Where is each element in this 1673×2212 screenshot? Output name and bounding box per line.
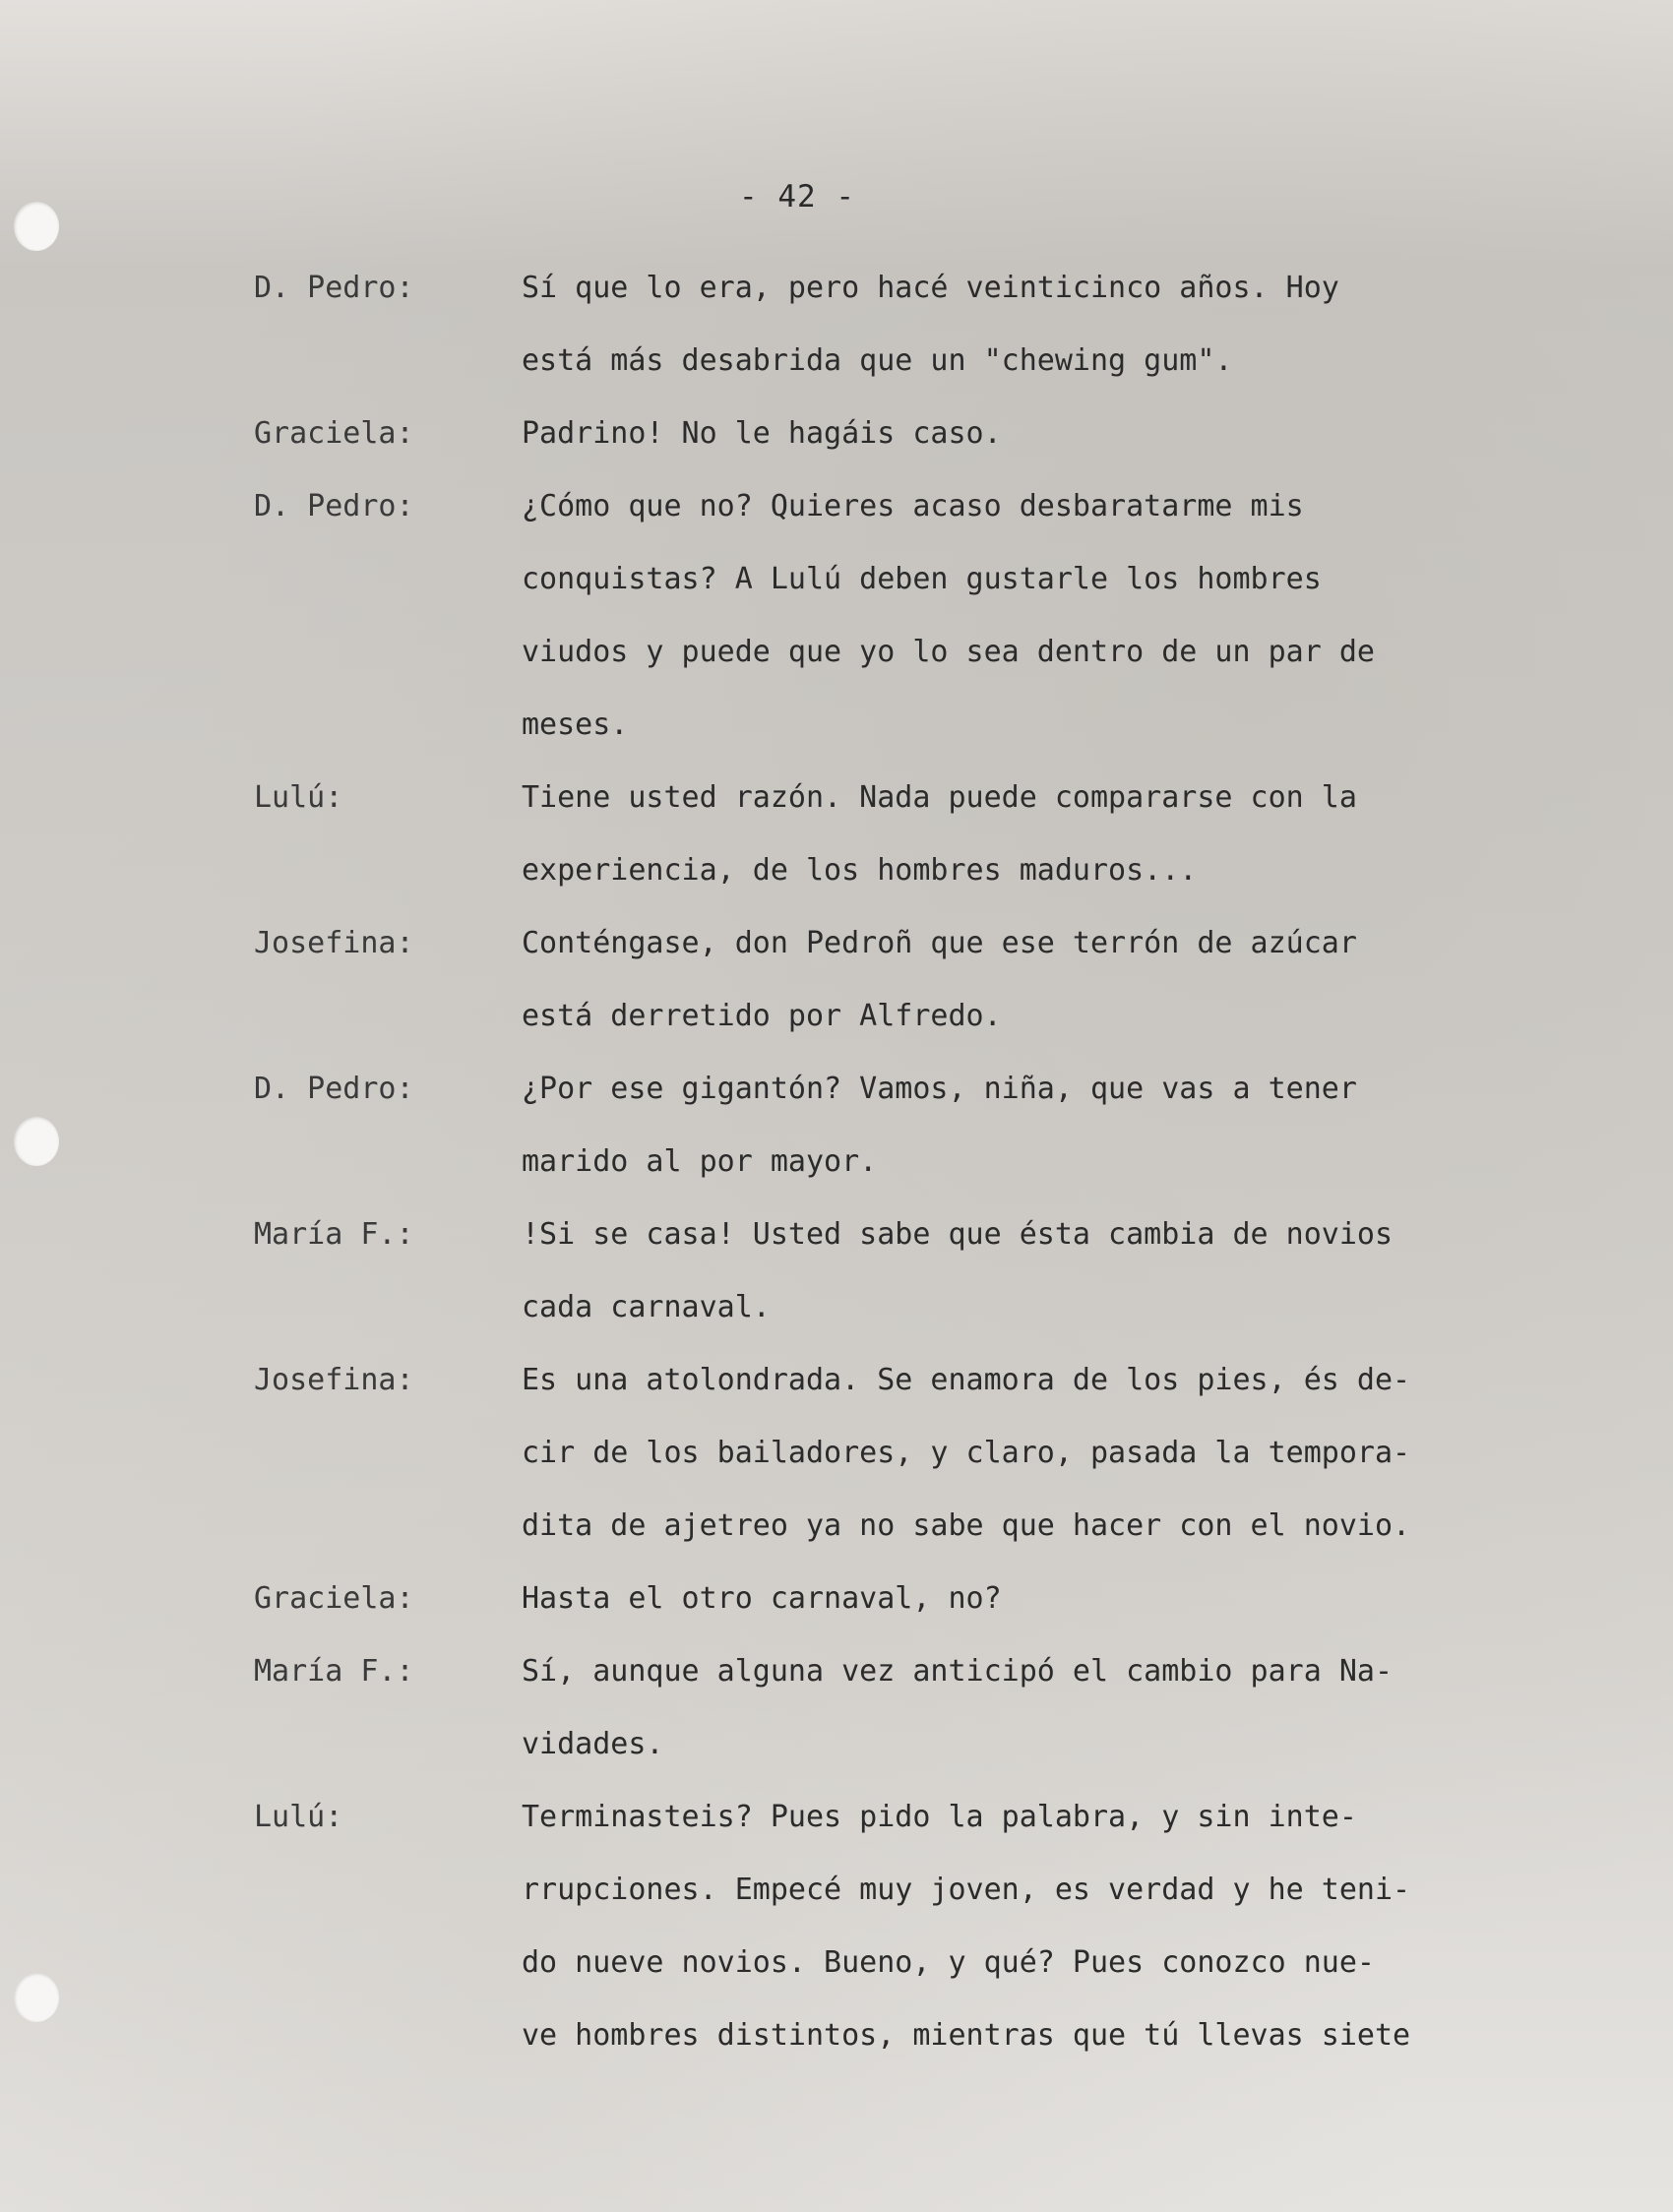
speech-line: vidades. xyxy=(522,1727,664,1761)
dialogue-entry xyxy=(254,1198,1533,1344)
speech-text xyxy=(522,907,1533,1053)
speech-line: viudos y puede que yo lo sea dentro de un par de xyxy=(522,635,1375,669)
speech-line: cir de los bailadores, y claro, pasada la tempora- xyxy=(522,1436,1411,1470)
speech-text xyxy=(522,252,1533,398)
speaker-name: María F.: xyxy=(254,1217,414,1252)
speech-line: meses. xyxy=(522,707,629,742)
speech-line: ve hombres distintos, mientras que tú llevas siete xyxy=(522,2018,1411,2053)
speech-line: experiencia, de los hombres maduros... xyxy=(522,853,1198,888)
speech-line: dita de ajetreo ya no sabe que hacer con el novio. xyxy=(522,1508,1411,1543)
speech-line: do nueve novios. Bueno, y qué? Pues conozco nue- xyxy=(522,1945,1375,1980)
speaker-name: María F.: xyxy=(254,1654,414,1689)
speech-text xyxy=(522,1053,1533,1198)
speaker-name: D. Pedro: xyxy=(254,1072,414,1106)
dialogue-body xyxy=(254,252,1533,2072)
speech-text xyxy=(522,1635,1533,1781)
speech-line: Sí, aunque alguna vez anticipó el cambio para Na- xyxy=(522,1654,1394,1689)
speech-line: Terminasteis? Pues pido la palabra, y sin inte- xyxy=(522,1800,1357,1834)
speech-line: Padrino! No le hagáis caso. xyxy=(522,416,1002,451)
speaker-name: Graciela: xyxy=(254,1581,414,1616)
dialogue-entry xyxy=(254,1563,1533,1635)
speech-text xyxy=(522,470,1533,762)
speech-line: Hasta el otro carnaval, no? xyxy=(522,1581,1002,1616)
speech-line: rrupciones. Empecé muy joven, es verdad y he teni- xyxy=(522,1873,1411,1907)
dialogue-entry xyxy=(254,762,1533,907)
speech-line: conquistas? A Lulú deben gustarle los hombres xyxy=(522,562,1322,596)
speaker-name: Lulú: xyxy=(254,1800,343,1834)
dialogue-entry xyxy=(254,398,1533,470)
speech-text xyxy=(522,398,1533,470)
page-number: - 42 - xyxy=(739,179,855,215)
speech-line: está más desabrida que un "chewing gum". xyxy=(522,343,1233,378)
speaker-name: Lulú: xyxy=(254,780,343,815)
speech-line: Sí que lo era, pero hacé veinticinco años. Hoy xyxy=(522,271,1339,305)
speech-line: ¿Por ese gigantón? Vamos, niña, que vas a tener xyxy=(522,1072,1357,1106)
dialogue-entry xyxy=(254,1344,1533,1563)
dialogue-entry xyxy=(254,1053,1533,1198)
speaker-name: Graciela: xyxy=(254,416,414,451)
speech-text xyxy=(522,1781,1533,2072)
speaker-name: Josefina: xyxy=(254,1363,414,1397)
speaker-name: Josefina: xyxy=(254,926,414,960)
speech-line: cada carnaval. xyxy=(522,1290,771,1324)
speech-text xyxy=(522,762,1533,907)
dialogue-entry xyxy=(254,252,1533,398)
speech-line: Conténgase, don Pedroñ que ese terrón de azúcar xyxy=(522,926,1357,960)
binder-hole xyxy=(14,1973,59,2022)
binder-hole xyxy=(14,1117,59,1166)
speaker-name: D. Pedro: xyxy=(254,489,414,523)
speech-line: Es una atolondrada. Se enamora de los pies, és de- xyxy=(522,1363,1411,1397)
speech-text xyxy=(522,1198,1533,1344)
dialogue-entry xyxy=(254,470,1533,762)
dialogue-entry xyxy=(254,907,1533,1053)
dialogue-entry xyxy=(254,1635,1533,1781)
dialogue-entry xyxy=(254,1781,1533,2072)
speech-line: Tiene usted razón. Nada puede compararse con la xyxy=(522,780,1357,815)
speech-text xyxy=(522,1563,1533,1635)
speech-text xyxy=(522,1344,1533,1563)
speech-line: está derretido por Alfredo. xyxy=(522,999,1002,1033)
speech-line: ¿Cómo que no? Quieres acaso desbaratarme mis xyxy=(522,489,1304,523)
speech-line: !Si se casa! Usted sabe que ésta cambia de novios xyxy=(522,1217,1394,1252)
speaker-name: D. Pedro: xyxy=(254,271,414,305)
speech-line: marido al por mayor. xyxy=(522,1144,878,1179)
